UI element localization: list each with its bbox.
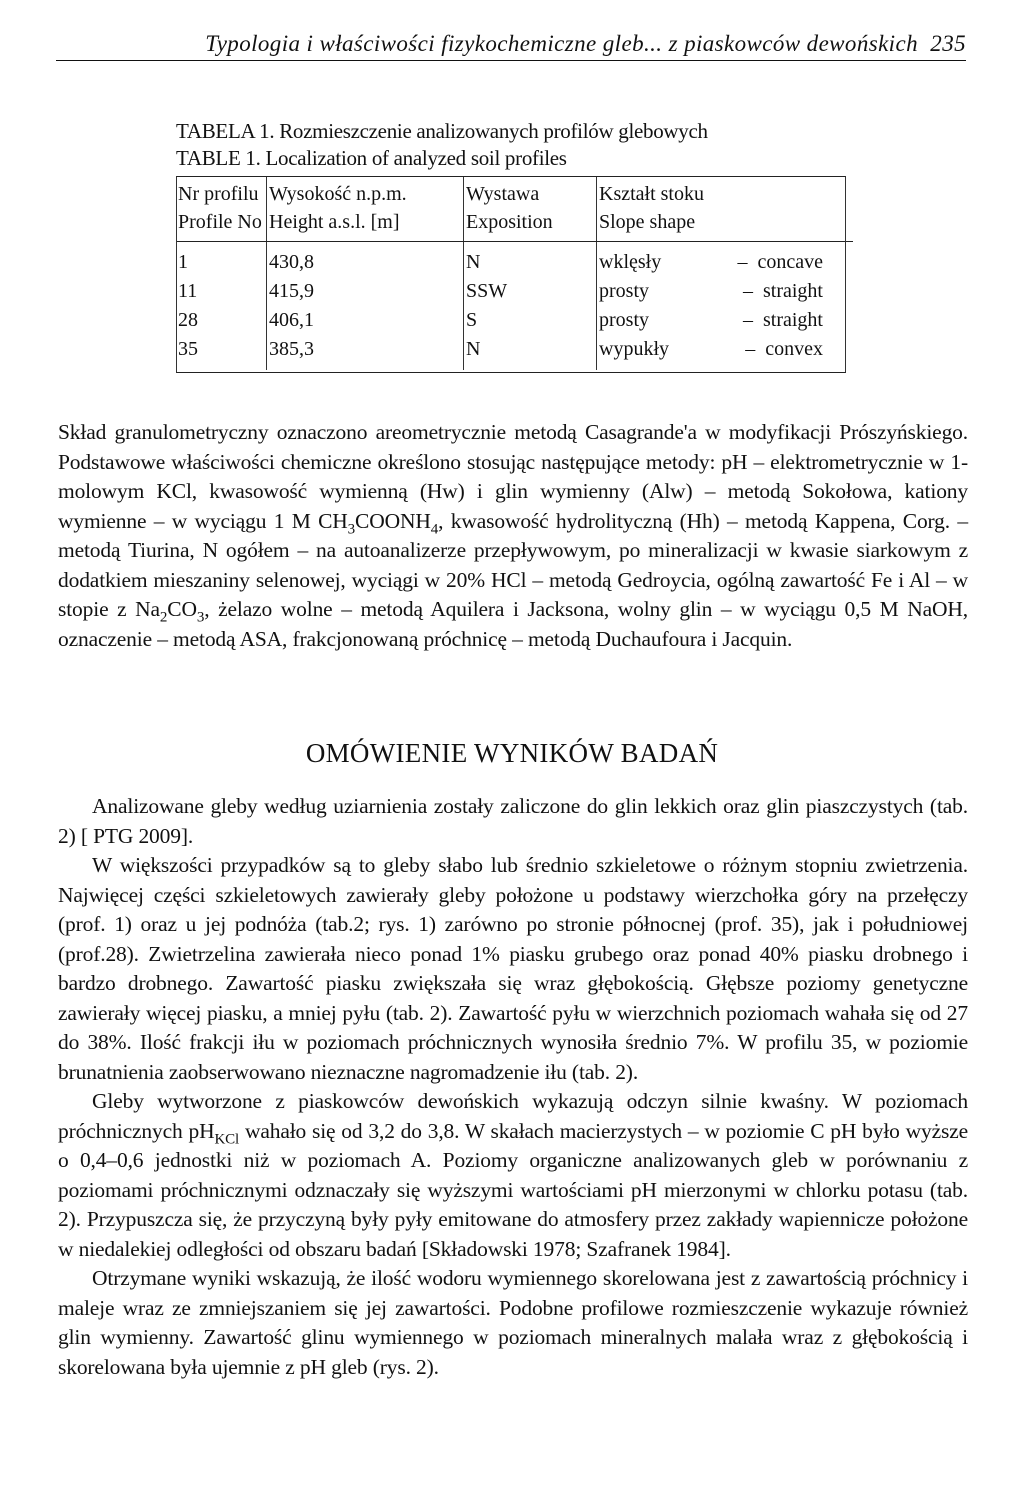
shape-en-wrap: [743, 306, 853, 335]
cell-slope-shape: [597, 277, 854, 306]
shape-en: straight: [763, 280, 823, 302]
text-run: Skład granulometryczny oznaczono areometrycznie metodą Casagrande'a w modyfikacji Prószyńskiego. Podstawowe właściwości chemiczne określono stosując następujące metody: pH – elektrometrycznie w 1-molowym KCl, kwasowość wymienną (Hw) i glin wymienny (Alw) – metodą Sokołowa, kationy wymienne – w wyciągu 1 M CH: [58, 420, 968, 533]
cell-height: 415,9: [267, 277, 464, 306]
section-heading: OMÓWIENIE WYNIKÓW BADAŃ: [305, 738, 719, 768]
shape-pl: wklęsły: [599, 251, 662, 273]
results-section: [58, 792, 968, 1382]
dash: –: [743, 280, 753, 302]
cell-height: 385,3: [267, 335, 464, 370]
text-run: Gleby wytworzone z piaskowców dewońskich wykazują odczyn silnie kwaśny. W poziomach próchnicznych pH: [58, 1089, 968, 1143]
shape-en-wrap: [745, 335, 853, 364]
header-pl: Wystawa: [466, 183, 540, 205]
table-row: [176, 277, 853, 306]
shape-pl: wypukły: [599, 338, 669, 360]
table-header-row: [176, 176, 853, 242]
text-run: , kwasowość hydrolityczną (Hh) – metodą Kappena, Corg. – metodą Tiurina, N ogółem – na autoanalizerze przepływowym, po mineralizacji w kwasie siarkowym z dodatkiem mieszaniny selenowej, wyciągi w 20% HCl – metodą Gedroycia, ogólną zawartość Fe i Al – w stopie z Na: [58, 508, 968, 621]
results-paragraph-1: Analizowane gleby według uziarnienia zostały zaliczone do glin lekkich oraz glin piaszczystych (tab. 2) [ PTG 2009].: [58, 794, 968, 848]
header-cell-profile: [176, 176, 267, 242]
header-pl: Nr profilu: [178, 183, 259, 205]
shape-pl: prosty: [599, 309, 649, 331]
table-row: [176, 306, 853, 335]
results-paragraph-2: W większości przypadków są to gleby słabo lub średnio szkieletowe o różnym stopniu zwietrzenia. Najwięcej części szkieletowych zawierały gleby położone u podstawy wierzchołka góry na przełęczy (prof. 1) oraz u jej podnóża (tab.2; rys. 1) zarówno po stronie północnej (prof. 35), jak i południowej (prof.28). Zwietrzelina zawierała nieco ponad 1% piasku grubego oraz ponad 40% piasku drobnego i bardzo drobnego. Zawartość piasku zwiększała się wraz głębokością. Głębsze poziomy genetyczne zawierały więcej piasku, a mniej pyłu (tab. 2). Zawartość pyłu w wierzchnich poziomach wahała się od 27 do 38%. Ilość frakcji iłu w poziomach próchnicznych wynosiła średnio 7%. W profilu 35, w poziomie brunatnienia zaobserwowano nieznaczne nagromadzenie iłu (tab. 2).: [58, 853, 968, 1084]
cell-height: 406,1: [267, 306, 464, 335]
subscript: 3: [196, 609, 205, 626]
cell-slope-shape: [597, 242, 854, 278]
cell-height: 430,8: [267, 242, 464, 278]
cell-slope-shape: [597, 306, 854, 335]
table-caption-en: TABLE 1. Localization of analyzed soil profiles: [176, 146, 567, 170]
text-run: , żelazo wolne – metodą Aquilera i Jacksona, wolny glin – w wyciągu 0,5 M NaOH, oznaczenie – metodą ASA, frakcjonowaną próchnicę – metodą Duchaufoura i Jacquin.: [58, 597, 968, 651]
results-paragraph-4: Otrzymane wyniki wskazują, że ilość wodoru wymiennego skorelowana jest z zawartością próchnicy i maleje wraz ze zmniejszaniem się jej zawartości. Podobne profilowe rozmieszczenie wykazuje również glin wymienny. Zawartość glinu wymiennego w poziomach mineralnych malała wraz z głębokością i skorelowana była ujemnie z pH gleb (rys. 2).: [58, 1266, 968, 1379]
running-header: [56, 28, 966, 61]
dash: –: [743, 309, 753, 331]
subscript: 2: [159, 609, 168, 626]
methods-paragraph: [58, 418, 968, 654]
header-cell-slope: [597, 176, 854, 242]
subscript: 4: [430, 520, 439, 537]
soil-profiles-table: [176, 176, 853, 370]
cell-slope-shape: [597, 335, 854, 370]
text-run: wahało się od 3,2 do 3,8. W skałach macierzystych – w poziomie C pH było wyższe o 0,4–0,6 jednostki niż w poziomach A. Poziomy organiczne analizowanych gleb w porównaniu z poziomami próchnicznymi odznaczały się wyższymi wartościami pH mierzonymi w chlorku potasu (tab. 2). Przypuszcza się, że przyczyną były pyły emitowane do atmosfery przez zakłady wapiennicze położone w niedalekiej odległości od obszaru badań [Składowski 1978; Szafranek 1984].: [58, 1118, 968, 1261]
header-pl: Wysokość n.p.m.: [269, 183, 407, 205]
subscript: 3: [347, 520, 356, 537]
cell-exposition: SSW: [464, 277, 597, 306]
header-en: Slope shape: [599, 211, 696, 233]
table-row: [176, 335, 853, 370]
table-caption-pl: TABELA 1. Rozmieszczenie analizowanych profilów glebowych: [176, 119, 708, 143]
shape-en-wrap: [737, 248, 853, 277]
header-cell-exposition: [464, 176, 597, 242]
methods-text: [58, 418, 968, 654]
shape-en: concave: [757, 251, 823, 273]
shape-pl: prosty: [599, 280, 649, 302]
table-row: [176, 242, 853, 278]
header-en: Exposition: [466, 211, 553, 233]
shape-en-wrap: [743, 277, 853, 306]
subscript: KCl: [214, 1130, 240, 1147]
header-cell-height: [267, 176, 464, 242]
header-en: Height a.s.l. [m]: [269, 211, 400, 233]
running-title: Typologia i właściwości fizykochemiczne gleb... z piaskowców dewońskich: [205, 31, 918, 56]
cell-exposition: N: [464, 242, 597, 278]
header-en: Profile No: [178, 211, 262, 233]
cell-profile: 28: [178, 309, 198, 331]
text-run: COONH: [355, 508, 431, 533]
page-number: 235: [930, 31, 966, 56]
dash: –: [737, 251, 748, 273]
results-paragraph-3: [58, 1087, 968, 1264]
cell-exposition: N: [464, 335, 597, 370]
shape-en: convex: [765, 338, 823, 360]
shape-en: straight: [763, 309, 823, 331]
text-run: CO: [167, 597, 197, 621]
cell-profile: 35: [178, 338, 198, 360]
cell-profile: 11: [178, 280, 198, 302]
header-pl: Kształt stoku: [599, 183, 704, 205]
cell-exposition: S: [464, 306, 597, 335]
cell-profile: 1: [178, 251, 188, 273]
dash: –: [745, 338, 756, 360]
